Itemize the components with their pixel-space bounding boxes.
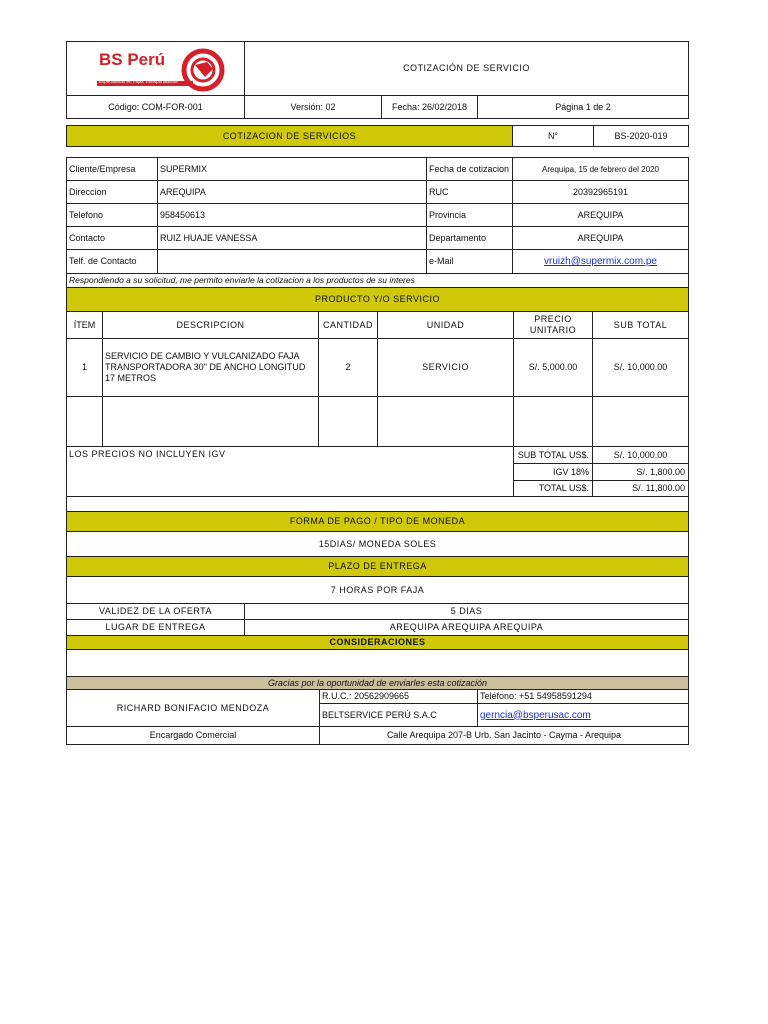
department-label: Departamento: [426, 226, 513, 250]
document-title: COTIZACIÓN DE SERVICIO: [244, 41, 689, 96]
company-ruc: R.U.C.: 20562909665: [319, 689, 478, 704]
date-label: Fecha de cotizacion: [426, 157, 513, 181]
validity-value: 5 DIAS: [244, 603, 689, 620]
payment-section-title: FORMA DE PAGO / TIPO DE MONEDA: [66, 511, 689, 532]
row-quantity: 2: [318, 338, 378, 397]
address-value: AREQUIPA: [157, 180, 427, 204]
subtotal-label: SUB TOTAL US$.: [513, 446, 593, 464]
considerations-title: CONSIDERACIONES: [66, 635, 689, 650]
igv-label: IGV 18%: [513, 463, 593, 481]
row-item: 1: [66, 338, 103, 397]
empty-qty-cell: [318, 396, 378, 447]
ruc-value: 20392965191: [512, 180, 689, 204]
subtotal-value: S/. 10,000.00: [592, 446, 689, 464]
delivery-value: 7 HORAS POR FAJA: [66, 576, 689, 604]
company-phone: Teléfono: +51 54958591294: [477, 689, 689, 704]
address-label: Direccion: [66, 180, 158, 204]
document-version: Versión: 02: [244, 95, 382, 119]
quotation-number-label: N°: [512, 125, 594, 147]
quotation-document: [66, 41, 689, 745]
thanks-message: Gracias por la oportunidad de enviarles esta cotización: [66, 676, 689, 690]
company-email-cell[interactable]: [477, 703, 689, 727]
total-value: S/. 11,800.00: [592, 480, 689, 497]
col-unit-header: UNIDAD: [377, 311, 514, 339]
row-description: SERVICIO DE CAMBIO Y VULCANIZADO FAJA TRANSPORTADORA 30" DE ANCHO LONGITUD 17 METROS: [102, 338, 319, 397]
signer-name: RICHARD BONIFACIO MENDOZA: [66, 689, 320, 727]
row-subtotal: S/. 10,000.00: [592, 338, 689, 397]
empty-desc-cell: [102, 396, 319, 447]
province-label: Provincia: [426, 203, 513, 227]
empty-subtotal-cell: [592, 396, 689, 447]
igv-value: S/. 1,800.00: [592, 463, 689, 481]
spacer-row: [66, 496, 689, 512]
ruc-label: RUC: [426, 180, 513, 204]
phone-value: 958450613: [157, 203, 427, 227]
contact-phone-label: Telf. de Contacto: [66, 249, 158, 274]
intro-text: Respondiendo a su solicitud, me permito enviarle la cotizacion a los productos de su interes: [66, 273, 689, 287]
col-qty-header: CANTIDAD: [318, 311, 378, 339]
considerations-value: [66, 649, 689, 677]
contact-value: RUIZ HUAJE VANESSA: [157, 226, 427, 250]
email-value[interactable]: vruizh@supermix.com.pe: [544, 256, 657, 267]
client-value: SUPERMIX: [157, 157, 427, 181]
logo-text: BS Perú: [99, 50, 166, 69]
delivery-section-title: PLAZO DE ENTREGA: [66, 556, 689, 577]
col-desc-header: DESCRIPCION: [102, 311, 319, 339]
province-value: AREQUIPA: [512, 203, 689, 227]
payment-value: 15DIAS/ MONEDA SOLES: [66, 531, 689, 557]
document-code: Código: COM-FOR-001: [66, 95, 245, 119]
email-label: e-Mail: [426, 249, 513, 274]
empty-price-cell: [513, 396, 593, 447]
products-section-title: PRODUCTO Y/O SERVICIO: [66, 287, 689, 312]
col-subtotal-header: SUB TOTAL: [592, 311, 689, 339]
delivery-place-value: AREQUIPA AREQUIPA AREQUIPA: [244, 619, 689, 636]
client-label: Cliente/Empresa: [66, 157, 158, 181]
empty-item-cell: [66, 396, 103, 447]
quotation-number: BS-2020-019: [593, 125, 689, 147]
prices-note: LOS PRECIOS NO INCLUYEN IGV: [66, 446, 514, 497]
date-value: Arequipa, 15 de febrero del 2020: [512, 157, 689, 181]
document-date: Fecha: 26/02/2018: [381, 95, 478, 119]
department-value: AREQUIPA: [512, 226, 689, 250]
col-price-header: PRECIO UNITARIO: [513, 311, 593, 339]
quotation-section-title: COTIZACION DE SERVICIOS: [66, 125, 513, 147]
contact-label: Contacto: [66, 226, 158, 250]
email-link[interactable]: [512, 249, 689, 274]
empty-unit-cell: [377, 396, 514, 447]
company-name: BELTSERVICE PERÚ S.A.C: [319, 703, 478, 727]
logo-cell: [66, 41, 245, 96]
delivery-place-label: LUGAR DE ENTREGA: [66, 619, 245, 636]
row-unit: SERVICIO: [377, 338, 514, 397]
col-item-header: ÍTEM: [66, 311, 103, 339]
phone-label: Telefono: [66, 203, 158, 227]
validity-label: VALIDEZ DE LA OFERTA: [66, 603, 245, 620]
page-number: Página 1 de 2: [477, 95, 689, 119]
signer-role: Encargado Comercial: [66, 726, 320, 745]
total-label: TOTAL US$.: [513, 480, 593, 497]
row-unit-price: S/. 5,000.00: [513, 338, 593, 397]
company-email[interactable]: gerncia@bsperusac.com: [480, 709, 591, 721]
contact-phone-value: [157, 249, 427, 274]
logo-subtitle: Especialistas en Fajas Transportadoras: [99, 79, 178, 84]
company-address: Calle Arequipa 207-B Urb. San Jacinto - Cayma - Arequipa: [319, 726, 689, 745]
